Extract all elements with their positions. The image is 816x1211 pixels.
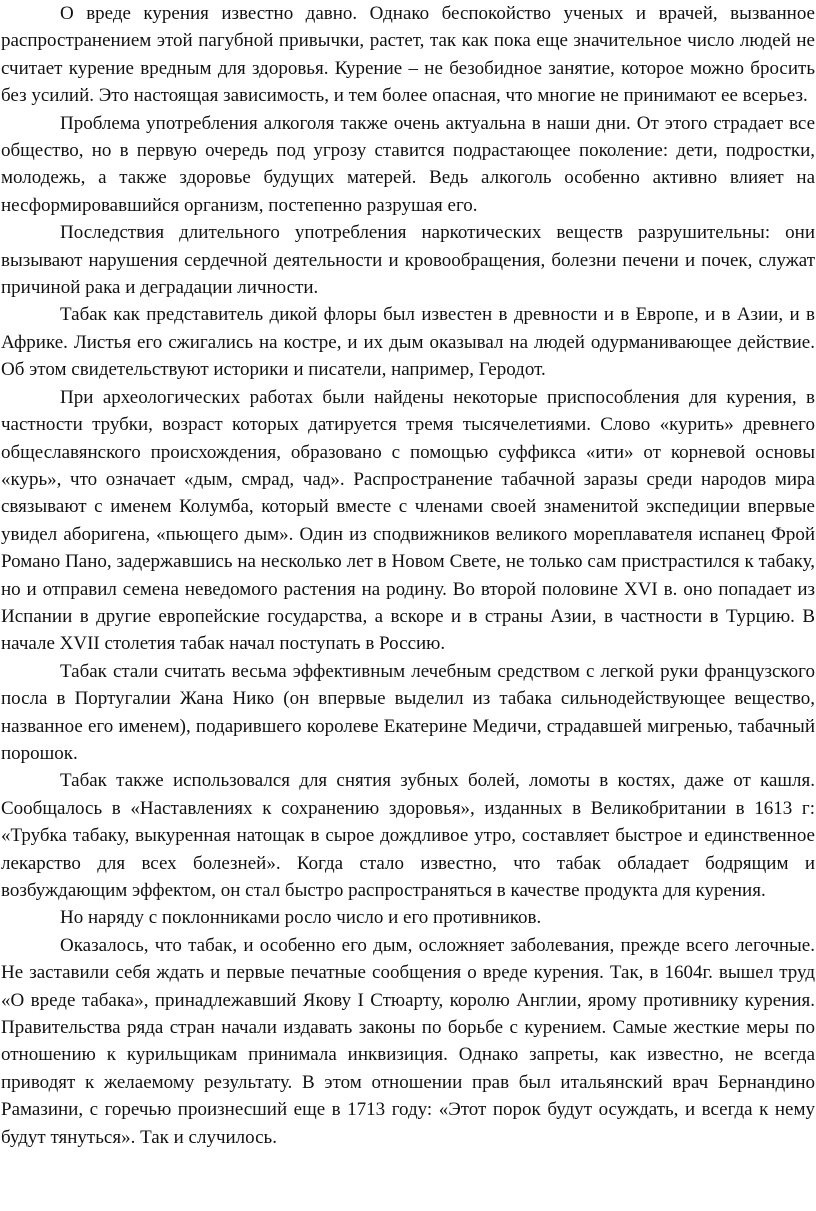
paragraph-4: Табак как представитель дикой флоры был известен в древности и в Европе, и в Азии, и в Африке. Листья его сжигались на костре, и их дым оказывал на людей одурманивающее действие. Об этом свидетельствуют историки и писатели, например, Геродот. xyxy=(1,304,815,381)
paragraph-9: Оказалось, что табак, и особенно его дым, осложняет заболевания, прежде всего легочные. Не заставили себя ждать и первые печатные сообщения о вреде курения. Так, в 1604г. вышел труд «О вреде табака», принадлежавший Якову I Стюарту, королю Англии, ярому противнику курения. Правительства ряда стран начали издавать законы по борьбе с курением. Самые жесткие меры по отношению к курильщикам принимала инквизиция. Однако запреты, как известно, не всегда приводят к желаемому результату. В этом отношении прав был итальянский врач Бернандино Рамазини, с горечью произнесший еще в 1713 году: «Этот порок будут осуждать, и всегда к нему будут тянуться». Так и случилось. xyxy=(1,934,815,1148)
paragraph-7: Табак также использовался для снятия зубных болей, ломоты в костях, даже от кашля. Сообщалось в «Наставлениях к сохранению здоровья», изданных в Великобритании в 1613 г: «Трубка табаку, выкуренная натощак в сырое дождливое утро, составляет быстрое и единственное лекарство для всех болезней». Когда стало известно, что табак обладает бодрящим и возбуждающим эффектом, он стал быстро распространяться в качестве продукта для курения. xyxy=(1,770,815,901)
paragraph-3: Последствия длительного употребления наркотических веществ разрушительны: они вызывают нарушения сердечной деятельности и кровообращения, болезни печени и почек, служат причиной рака и деградации личности. xyxy=(1,222,815,299)
paragraph-5: При археологических работах были найдены некоторые приспособления для курения, в частности трубки, возраст которых датируется тремя тысячелетиями. Слово «курить» древнего общеславянского происхождения, образовано с помощью суффикса «ити» от корневой основы «курь», что означает «дым, смрад, чад». Распространение табачной заразы среди народов мира связывают с именем Колумба, который вместе с членами своей знаменитой экспедиции впервые увидел аборигена, «пьющего дым». Один из сподвижников великого мореплавателя испанец Фрой Романо Пано, задержавшись на несколько лет в Новом Свете, не только сам пристрастился к табаку, но и отправил семена неведомого растения на родину. Во второй половине XVI в. оно попадает из Испании в другие европейские государства, а вскоре и в страны Азии, в частности в Турцию. В начале XVII столетия табак начал поступать в Россию. xyxy=(1,386,815,655)
paragraph-2: Проблема употребления алкоголя также очень актуальна в наши дни. От этого страдает все общество, но в первую очередь под угрозу ставится подрастающее поколение: дети, подростки, молодежь, а также здоровье будущих матерей. Ведь алкоголь особенно активно влияет на несформировавшийся организм, постепенно разрушая его. xyxy=(1,112,815,216)
paragraph-1: О вреде курения известно давно. Однако беспокойство ученых и врачей, вызванное распространением этой пагубной привычки, растет, так как пока еще значительное число людей не считает курение вредным для здоровья. Курение – не безобидное занятие, которое можно бросить без усилий. Это настоящая зависимость, и тем более опасная, что многие не принимают ее всерьез. xyxy=(1,3,815,107)
paragraph-6: Табак стали считать весьма эффективным лечебным средством с легкой руки французского посла в Португалии Жана Нико (он впервые выделил из табака сильнодействующее вещество, названное его именем), подарившего королеве Екатерине Медичи, страдавшей мигренью, табачный порошок. xyxy=(1,660,815,764)
paragraph-8: Но наряду с поклонниками росло число и его противников. xyxy=(60,907,542,929)
